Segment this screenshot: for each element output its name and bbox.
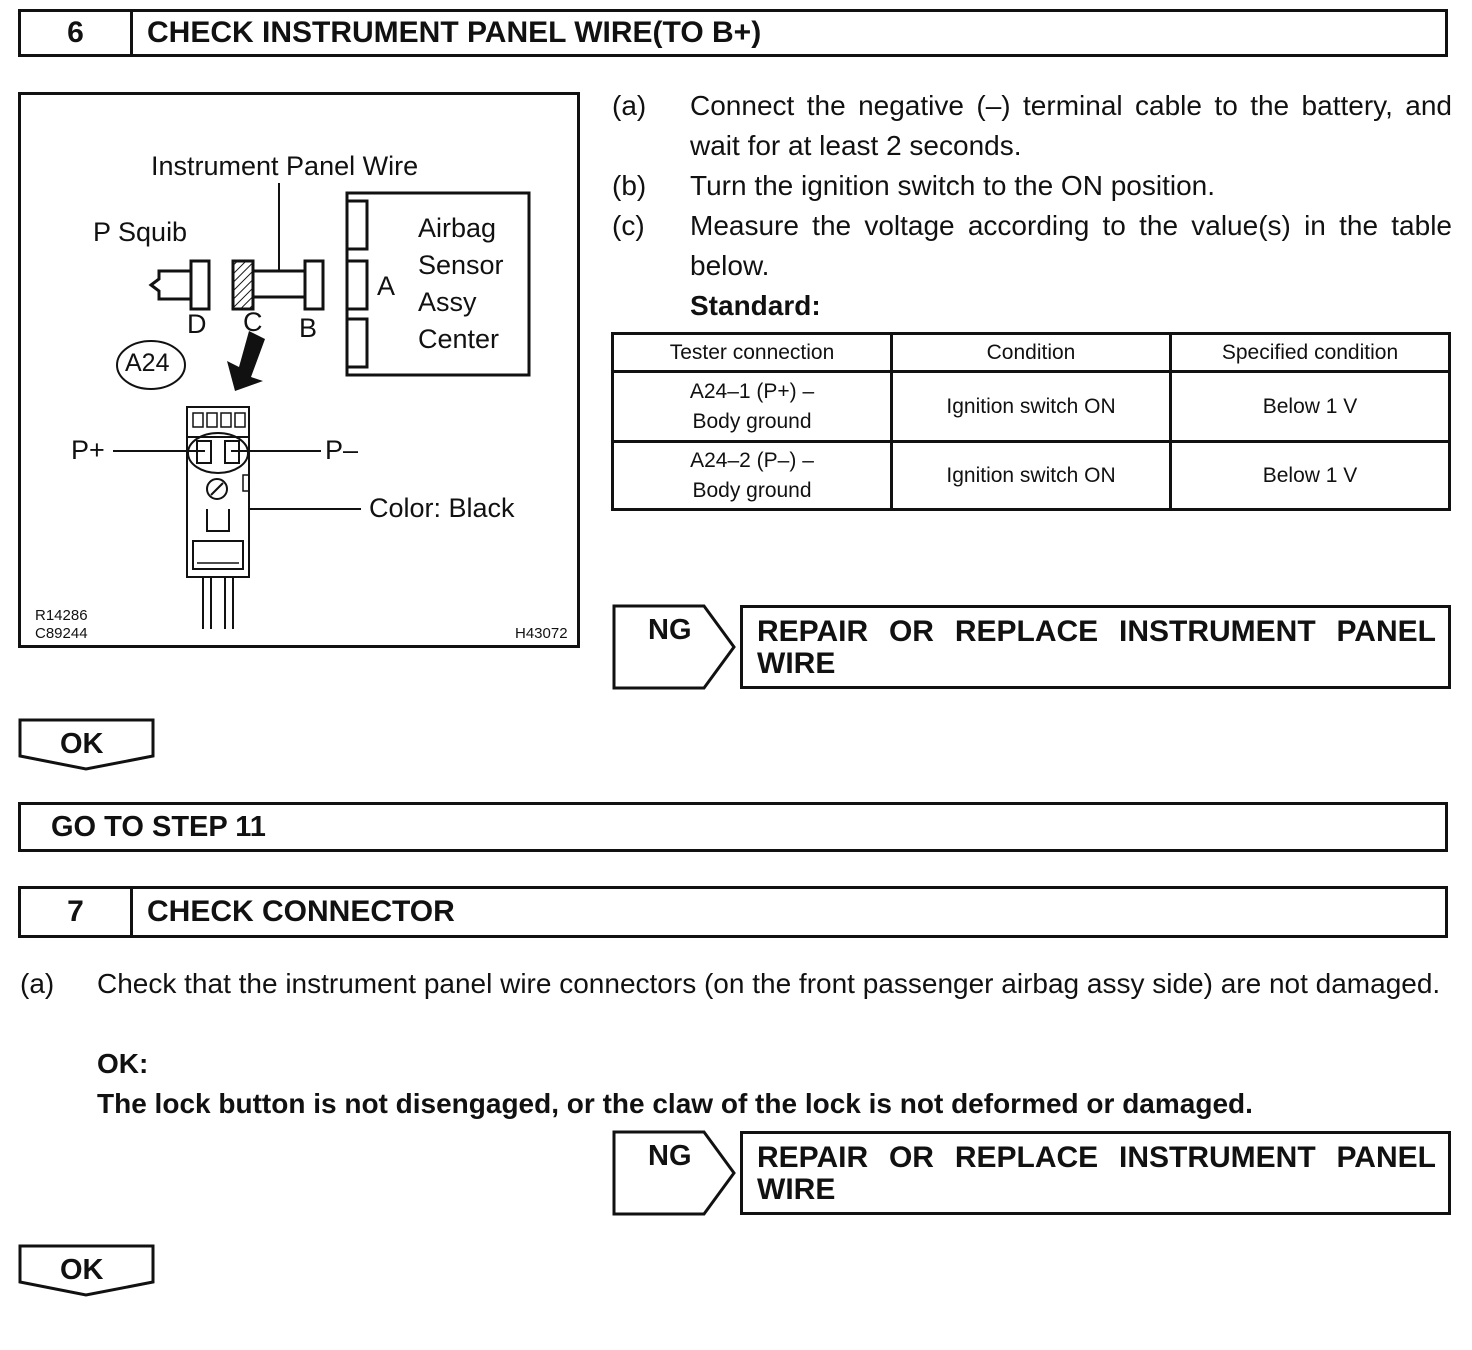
step-7-header [18, 886, 1448, 938]
step-6-header [18, 9, 1448, 57]
label-instrument-panel-wire: Instrument Panel Wire [151, 151, 419, 181]
connection-line-1: A24–1 (P+) – [689, 379, 815, 403]
label-color-black: Color: Black [369, 493, 515, 523]
ng-result-word: PANEL [1336, 1141, 1436, 1174]
ng-result-word: OR [888, 1141, 934, 1174]
label-assy: Assy [418, 287, 477, 317]
table-cell-connection [613, 372, 892, 442]
connector-b [305, 261, 323, 309]
ng-result-word: PANEL [1336, 615, 1436, 648]
label-p-minus: P– [325, 435, 359, 465]
ng-result-word: INSTRUMENT [1119, 1141, 1316, 1174]
step-7-number: 7 [21, 889, 133, 935]
connection-line-2: Body ground [692, 478, 812, 502]
ng-result-word: INSTRUMENT [1119, 615, 1316, 648]
header-tester-connection: Tester connection [613, 334, 892, 372]
connection-line-1: A24–2 (P–) – [690, 448, 814, 472]
ng-result-word: REPAIR [757, 615, 869, 648]
instruction-c [612, 206, 1452, 286]
step-6-title: CHECK INSTRUMENT PANEL WIRE(TO B+) [147, 16, 762, 49]
instruction-b [612, 166, 1452, 206]
label-a24: A24 [125, 349, 170, 377]
ng-label-step-6: NG [648, 614, 692, 646]
connector-d [191, 261, 209, 309]
header-condition: Condition [892, 334, 1171, 372]
instruction-b-label: (b) [612, 170, 647, 201]
spec-table [611, 332, 1451, 511]
step-6-number: 6 [21, 12, 133, 54]
figure-code-c89244: C89244 [35, 625, 88, 642]
label-sensor: Sensor [418, 250, 504, 280]
label-center: Center [418, 324, 500, 354]
label-airbag: Airbag [418, 213, 497, 243]
label-p-plus: P+ [71, 435, 105, 465]
step-7-ok-heading: OK: [97, 1048, 149, 1079]
goto-step-box: GO TO STEP 11 [18, 802, 1448, 852]
table-row [613, 372, 1450, 442]
ng-result-step-7 [740, 1131, 1451, 1215]
step-7-instruction-label: (a) [20, 968, 55, 999]
label-d: D [187, 309, 207, 339]
instruction-a-text: Connect the negative (–) terminal cable to the battery, and wait for at least 2 seconds. [690, 90, 1452, 161]
p-squib-plug [151, 271, 191, 299]
header-specified-condition: Specified condition [1171, 334, 1450, 372]
ok-label-step-6: OK [60, 728, 104, 760]
step-7-title: CHECK CONNECTOR [147, 895, 455, 928]
connector-c [233, 261, 253, 309]
figure-code-h43072: H43072 [515, 625, 568, 642]
table-header-row [613, 334, 1450, 372]
ng-result-word: REPAIR [757, 1141, 869, 1174]
ok-label-step-7: OK [60, 1254, 104, 1286]
label-p-squib: P Squib [93, 217, 188, 247]
ng-result-step-6 [740, 605, 1451, 689]
instruction-c-label: (c) [612, 210, 645, 241]
ng-result-line-2: WIRE [757, 1173, 836, 1206]
label-c: C [243, 307, 263, 337]
label-a: A [377, 271, 396, 301]
table-row [613, 442, 1450, 510]
figure-code-r14286: R14286 [35, 607, 88, 624]
label-b: B [299, 313, 318, 343]
ng-result-word: REPLACE [954, 615, 1099, 648]
ng-result-word: REPLACE [954, 1141, 1099, 1174]
ng-result-word: OR [888, 615, 934, 648]
instrument-panel-wire-body [253, 271, 305, 297]
sensor-connector-slot-2 [347, 261, 367, 309]
sensor-connector-slot-3 [347, 319, 367, 367]
connection-line-2: Body ground [692, 409, 812, 433]
ng-result-line-2: WIRE [757, 647, 836, 680]
table-cell-connection [613, 442, 892, 510]
connector-diagram [18, 92, 580, 648]
sensor-connector-slot-1 [347, 201, 367, 249]
step-7-instruction-text: Check that the instrument panel wire connectors (on the front passenger airbag assy side) are not damaged. [97, 968, 1441, 999]
ng-result-line-1 [757, 1142, 1436, 1174]
standard-label: Standard: [690, 290, 821, 321]
ng-label-step-7: NG [648, 1140, 692, 1172]
table-cell-spec: Below 1 V [1171, 442, 1450, 510]
table-cell-spec: Below 1 V [1171, 372, 1450, 442]
instruction-c-text: Measure the voltage according to the value(s) in the table below. [690, 210, 1452, 281]
step-7-ok-text: The lock button is not disengaged, or the claw of the lock is not deformed or damaged. [97, 1088, 1253, 1119]
instruction-b-text: Turn the ignition switch to the ON position. [690, 170, 1215, 201]
direction-arrow [227, 331, 265, 391]
table-cell-condition: Ignition switch ON [892, 372, 1171, 442]
instruction-a-label: (a) [612, 90, 647, 121]
ng-result-line-1 [757, 616, 1436, 648]
instruction-a [612, 86, 1452, 166]
table-cell-condition: Ignition switch ON [892, 442, 1171, 510]
